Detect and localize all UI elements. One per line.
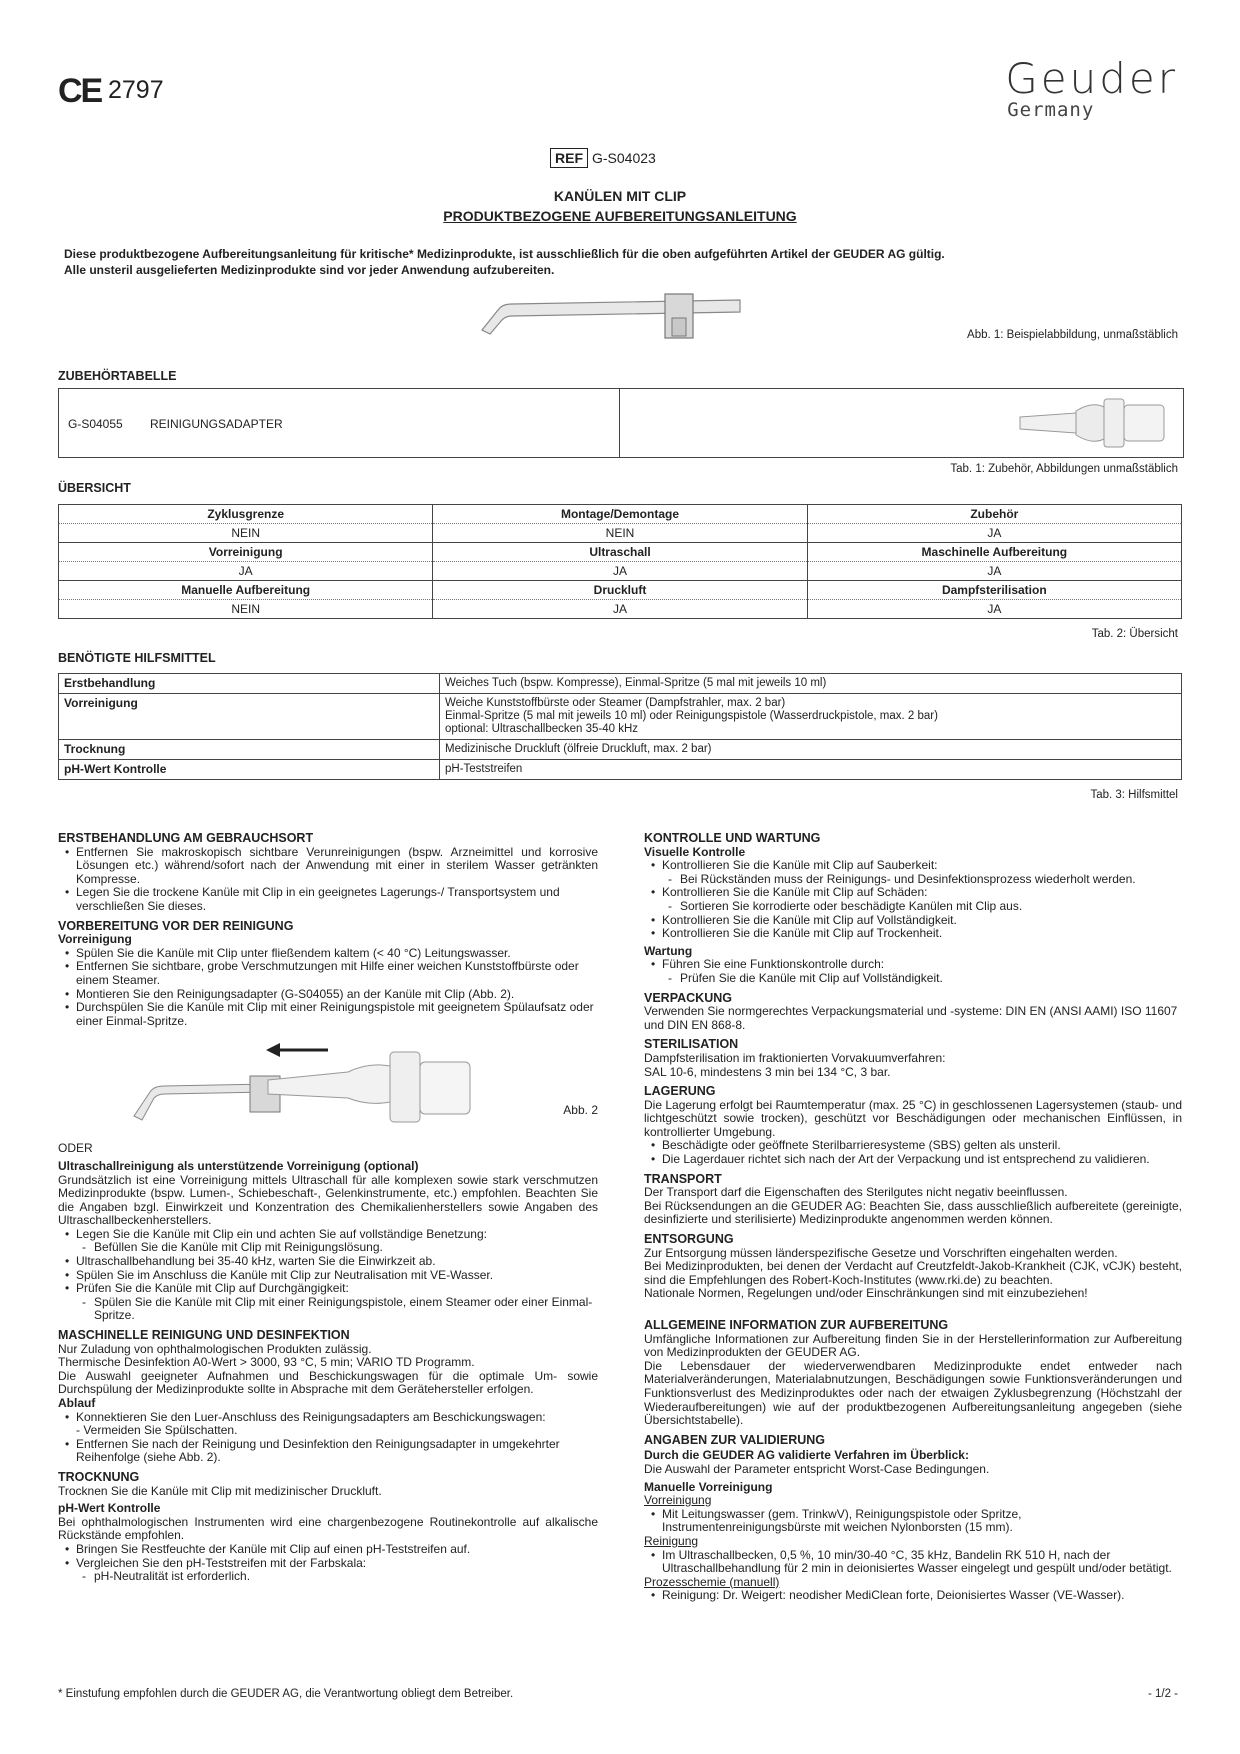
paragraph: Bei Rücksendungen an die GEUDER AG: Beachten Sie, dass ausschließlich aufbereitete (gereinigte, desinfizierte und sterilisierte) Medizinprodukte angenommen werden können.	[644, 1198, 1182, 1227]
aids-row	[59, 760, 1182, 780]
figure-1-caption: Abb. 1: Beispielabbildung, unmaßstäblich	[967, 329, 1178, 341]
cell-value: NEIN	[59, 600, 433, 619]
cell-value: JA	[59, 562, 433, 581]
bullet: • Kontrollieren Sie die Kanüle mit Clip auf Trockenheit.	[644, 927, 1182, 941]
cell-value: JA	[433, 562, 807, 581]
paragraph: Thermische Desinfektion A0-Wert > 3000, 93 °C, 5 min; VARIO TD Programm.	[58, 1355, 475, 1370]
section-heading: TROCKNUNG	[58, 1469, 140, 1484]
aids-key: Erstbehandlung	[59, 674, 440, 694]
aids-key: pH-Wert Kontrolle	[59, 760, 440, 780]
paragraph: Nationale Normen, Regelungen und/oder Einschränkungen sind mit einzubeziehen!	[644, 1286, 1088, 1301]
cell-value: JA	[807, 524, 1181, 543]
paragraph: Die Auswahl der Parameter entspricht Worst-Case Bedingungen.	[644, 1461, 990, 1476]
underlined-label: Vorreinigung	[644, 1493, 712, 1508]
intro-line-2: Alle unsteril ausgelieferten Medizinprodukte sind vor jeder Anwendung aufzubereiten.	[64, 263, 555, 277]
bullet: • Kontrollieren Sie die Kanüle mit Clip auf Schäden:	[644, 886, 1182, 900]
table-2-caption: Tab. 2: Übersicht	[1091, 628, 1178, 640]
subheading: Ablauf	[58, 1396, 96, 1410]
bullet: • Kontrollieren Sie die Kanüle mit Clip auf Vollständigkeit.	[644, 914, 1182, 928]
cell-label: Manuelle Aufbereitung	[59, 581, 433, 600]
bullet: • Prüfen Sie die Kanüle mit Clip auf Durchgängigkeit:	[58, 1282, 598, 1296]
bullet: • Die Lagerdauer richtet sich nach der Art der Verpackung und ist entsprechend zu validieren.	[644, 1153, 1182, 1167]
bullet: • Entfernen Sie nach der Reinigung und Desinfektion den Reinigungsadapter in umgekehrter Reihenfolge (siehe Abb. 2).	[58, 1438, 598, 1465]
aids-value: Weiches Tuch (bspw. Kompresse), Einmal-Spritze (5 mal mit jeweils 10 ml)	[440, 674, 1182, 694]
bullet: • Beschädigte oder geöffnete Sterilbarrieresysteme (SBS) gelten als unsteril.	[644, 1139, 1182, 1153]
dash-item: - Bei Rückständen muss der Reinigungs- und Desinfektionsprozess wiederholt werden.	[644, 873, 1182, 887]
footnote: * Einstufung empfohlen durch die GEUDER AG, die Verantwortung obliegt dem Betreiber.	[58, 1688, 514, 1700]
subheading: Wartung	[644, 943, 693, 958]
aids-row	[59, 674, 1182, 694]
cell-label: Zyklusgrenze	[59, 505, 433, 524]
aids-row	[59, 694, 1182, 740]
aids-row	[59, 740, 1182, 760]
section-heading: TRANSPORT	[644, 1171, 722, 1186]
oder-label: ODER	[58, 1141, 93, 1156]
bullet: • Spülen Sie im Anschluss die Kanüle mit Clip zur Neutralisation mit VE-Wasser.	[58, 1269, 598, 1283]
bullet: • Legen Sie die trockene Kanüle mit Clip in ein geeignetes Lagerungs-/ Transportsystem und verschließen Sie dieses.	[58, 886, 598, 913]
subheading: Ultraschallreinigung als unterstützende Vorreinigung (optional)	[58, 1158, 419, 1173]
arrow-head-icon	[266, 1043, 280, 1057]
paragraph: Bei Medizinprodukten, bei denen der Verdacht auf Creutzfeldt-Jakob-Krankheit (CJK, vCJK) besteht, sind die Empfehlungen des Robert-Koch-Institutes (www.rki.de) zu beachten.	[644, 1259, 1182, 1287]
bullet: • Entfernen Sie makroskopisch sichtbare Verunreinigungen (bspw. Arzneimittel und korrosive Lösungen etc.) während/sofort nach der Anwendung mit einer in sterilem Wasser getränkten Kompresse.	[58, 846, 598, 887]
paragraph: Grundsätzlich ist eine Vorreinigung mittels Ultraschall für alle komplexen sowie stark verschmutzen Medizinprodukte (bspw. Lumen-, Schiebeschaft-, Gelenkinstrumente, etc.) empfohlen. Beachten Sie die Angaben bzgl. Einwirkzeit und Konzentration des Chemikalienherstellers sowie Angaben des Ultraschallbeckenherstellers.	[58, 1172, 598, 1228]
overview-row-2-values	[59, 562, 1182, 581]
overview-row-3-values	[59, 600, 1182, 619]
ref-label: REF	[550, 148, 588, 168]
section-heading: ENTSORGUNG	[644, 1232, 734, 1247]
paragraph: Der Transport darf die Eigenschaften des Sterilgutes nicht negativ beeinflussen.	[644, 1185, 1068, 1200]
bullet: • Reinigung: Dr. Weigert: neodisher MediClean forte, Deionisiertes Wasser (VE-Wasser).	[644, 1589, 1182, 1603]
bullet: • Entfernen Sie sichtbare, grobe Verschmutzungen mit Hilfe einer weichen Kunststoffbürste oder einem Steamer.	[58, 960, 598, 987]
cell-label: Montage/Demontage	[433, 505, 807, 524]
subheading: Durch die GEUDER AG validierte Verfahren im Überblick:	[644, 1448, 969, 1463]
section-heading: KONTROLLE UND WARTUNG	[644, 831, 821, 845]
cell-label: Dampfsterilisation	[807, 581, 1181, 600]
brand-name: Geuder	[1005, 54, 1178, 103]
overview-row-3-labels	[59, 581, 1182, 600]
aids-value	[440, 694, 1182, 740]
ref-line	[550, 150, 656, 166]
bullet: • Durchspülen Sie die Kanüle mit Clip mit einer Reinigungspistole mit geeignetem Spülaufsatz oder einer Einmal-Spritze.	[58, 1001, 598, 1028]
paragraph: Umfängliche Informationen zur Aufbereitung finden Sie in der Herstellerinformation zur Aufbereitung von Medizinprodukten der GEUDER AG.	[644, 1331, 1182, 1360]
section-heading: VERPACKUNG	[644, 990, 732, 1005]
bullet: • Ultraschallbehandlung bei 35-40 kHz, warten Sie die Einwirkzeit ab.	[58, 1255, 598, 1269]
cell-value: JA	[807, 600, 1181, 619]
aids-heading: BENÖTIGTE HILFSMITTEL	[58, 651, 216, 665]
page-number: - 1/2 -	[1147, 1688, 1178, 1700]
cell-label: Vorreinigung	[59, 543, 433, 562]
paragraph: Verwenden Sie normgerechtes Verpackungsmaterial und -systeme: DIN EN (ANSI AAMI) ISO 11607 und DIN EN 868-8.	[644, 1004, 1178, 1032]
underlined-label: Reinigung	[644, 1533, 699, 1548]
cell-value: NEIN	[433, 524, 807, 543]
subheading: pH-Wert Kontrolle	[58, 1501, 161, 1516]
cannula-illustration	[470, 288, 760, 348]
subheading: Manuelle Vorreinigung	[644, 1479, 773, 1494]
paragraph: Nur Zuladung von ophthalmologischen Produkten zulässig.	[58, 1341, 372, 1356]
section-heading: VORBEREITUNG VOR DER REINIGUNG	[58, 918, 294, 933]
bullet: • Mit Leitungswasser (gem. TrinkwV), Reinigungspistole oder Spritze, Instrumentenreinigungsbürste mit weichen Nylonborsten (15 mm).	[644, 1508, 1182, 1535]
section-heading: ALLGEMEINE INFORMATION ZUR AUFBEREITUNG	[644, 1318, 949, 1332]
section-heading: MASCHINELLE REINIGUNG UND DESINFEKTION	[58, 1328, 350, 1343]
ref-code: G-S04023	[592, 150, 656, 166]
overview-heading: ÜBERSICHT	[58, 481, 131, 495]
bullet: • Konnektieren Sie den Luer-Anschluss des Reinigungsadapters am Beschickungswagen:	[58, 1411, 598, 1425]
cell-label: Ultraschall	[433, 543, 807, 562]
aids-table	[58, 673, 1182, 780]
section-heading: ANGABEN ZUR VALIDIERUNG	[644, 1432, 826, 1447]
underlined-label: Prozesschemie (manuell)	[644, 1574, 780, 1589]
accessories-divider	[619, 389, 620, 457]
section-heading: STERILISATION	[644, 1037, 739, 1052]
cell-value: JA	[433, 600, 807, 619]
brand-country: Germany	[1007, 99, 1095, 121]
dash-item: - Spülen Sie die Kanüle mit Clip mit einer Reinigungspistole, einem Steamer oder einer Einmal-Spritze.	[58, 1296, 598, 1323]
bullet: • Vergleichen Sie den pH-Teststreifen mit der Farbskala:	[58, 1557, 598, 1571]
cell-value: JA	[807, 562, 1181, 581]
overview-row-2-labels	[59, 543, 1182, 562]
aids-value-line: Weiche Kunststoffbürste oder Steamer (Dampfstrahler, max. 2 bar)	[445, 697, 786, 709]
dash-item: - Befüllen Sie die Kanüle mit Clip mit Reinigungslösung.	[58, 1241, 598, 1255]
aids-value: pH-Teststreifen	[440, 760, 1182, 780]
section-heading: ERSTBEHANDLUNG AM GEBRAUCHSORT	[58, 831, 314, 845]
paragraph: Trocknen Sie die Kanüle mit Clip mit medizinischer Druckluft.	[58, 1483, 382, 1498]
aids-value: Medizinische Druckluft (ölfreie Druckluft, max. 2 bar)	[440, 740, 1182, 760]
aids-key: Vorreinigung	[59, 694, 440, 740]
intro-text	[64, 246, 1184, 278]
figure-2-caption: Abb. 2	[563, 1103, 598, 1118]
accessory-name: REINIGUNGSADAPTER	[150, 417, 283, 431]
paragraph: Zur Entsorgung müssen länderspezifische Gesetze und Vorschriften eingehalten werden.	[644, 1245, 1118, 1260]
doc-title: KANÜLEN MIT CLIP	[553, 188, 687, 204]
geuder-logo	[1005, 54, 1178, 121]
overview-row-1-values	[59, 524, 1182, 543]
left-column	[58, 832, 598, 1584]
dash-item: - Sortieren Sie korrodierte oder beschädigte Kanülen mit Clip aus.	[644, 900, 1182, 914]
accessories-table	[58, 388, 1184, 458]
ce-mark: CE	[58, 72, 102, 110]
cell-label: Zubehör	[807, 505, 1181, 524]
aids-key: Trocknung	[59, 740, 440, 760]
aids-value-line: Einmal-Spritze (5 mal mit jeweils 10 ml) oder Reinigungspistole (Wasserdruckpistole, max. 2 bar)	[445, 710, 938, 722]
paragraph: Bei ophthalmologischen Instrumenten wird eine chargenbezogene Routinekontrolle auf alkalische Rückstände empfohlen.	[58, 1514, 598, 1543]
table-1-caption: Tab. 1: Zubehör, Abbildungen unmaßstäblich	[950, 463, 1178, 475]
accessories-heading: ZUBEHÖRTABELLE	[58, 369, 177, 383]
subheading: Visuelle Kontrolle	[644, 844, 746, 859]
bullet: • Kontrollieren Sie die Kanüle mit Clip auf Sauberkeit:	[644, 859, 1182, 873]
bullet: • Legen Sie die Kanüle mit Clip ein und achten Sie auf vollständige Benetzung:	[58, 1228, 598, 1242]
dash-item: - Prüfen Sie die Kanüle mit Clip auf Vollständigkeit.	[644, 972, 1182, 986]
dash-item: - Vermeiden Sie Spülschatten.	[76, 1423, 238, 1438]
paragraph: SAL 10-6, mindestens 3 min bei 134 °C, 3 bar.	[644, 1064, 891, 1079]
dash-item: - pH-Neutralität ist erforderlich.	[58, 1570, 598, 1584]
overview-table	[58, 504, 1182, 619]
doc-subtitle: PRODUKTBEZOGENE AUFBEREITUNGSANLEITUNG	[443, 208, 797, 224]
overview-row-1-labels	[59, 505, 1182, 524]
bullet: • Bringen Sie Restfeuchte der Kanüle mit Clip auf einen pH-Teststreifen auf.	[58, 1543, 598, 1557]
paragraph: Die Lagerung erfolgt bei Raumtemperatur (max. 25 °C) in geschlossenen Lagersystemen (staub- und lichtgeschützt sowie trocken), geschützt vor Beschädigungen oder mechanischen Einflüssen, in kontrollierter Umgebung.	[644, 1097, 1182, 1139]
right-column	[644, 832, 1182, 1603]
paragraph: Die Auswahl geeigneter Aufnahmen und Beschickungswagen für die optimale Um- sowie Durchspülung der Medizinprodukte sollte in Absprache mit dem Gerätehersteller erfolgen.	[58, 1368, 598, 1397]
cleaning-adapter-illustration	[1014, 393, 1182, 453]
figure-2	[58, 1028, 598, 1142]
paragraph: Dampfsterilisation im fraktionierten Vorvakuumverfahren:	[644, 1050, 946, 1065]
bullet: • Im Ultraschallbecken, 0,5 %, 10 min/30-40 °C, 35 kHz, Bandelin RK 510 H, nach der Ultraschallbehandlung für 2 min in deionisiertes Wasser eingelegt und gespült und/oder betätigt.	[644, 1549, 1182, 1576]
bullet: • Spülen Sie die Kanüle mit Clip unter fließendem kaltem (< 40 °C) Leitungswasser.	[58, 947, 598, 961]
cannula-with-adapter-illustration	[128, 1032, 578, 1132]
section-heading: LAGERUNG	[644, 1084, 716, 1099]
table-3-caption: Tab. 3: Hilfsmittel	[1090, 789, 1178, 801]
cell-value: NEIN	[59, 524, 433, 543]
subheading: Vorreinigung	[58, 932, 132, 947]
cell-label: Maschinelle Aufbereitung	[807, 543, 1181, 562]
paragraph: Die Lebensdauer der wiederverwendbaren Medizinprodukte endet entweder nach Materialveränderungen, Materialabnutzungen, Beschädigungen sowie Funktionsveränderungen und Funktionsverlust des Medizinproduktes oder nach der etwaigen Zyklusbegrenzung (Höchstzahl der Wiederaufbereitungen) wie auf der produktbezogenen Aufbereitungsanleitung angegeben (siehe Übersichtstabelle).	[644, 1358, 1182, 1428]
cell-label: Druckluft	[433, 581, 807, 600]
bullet: • Montieren Sie den Reinigungsadapter (G-S04055) an der Kanüle mit Clip (Abb. 2).	[58, 988, 598, 1002]
bullet: • Führen Sie eine Funktionskontrolle durch:	[644, 958, 1182, 972]
accessory-code: G-S04055	[68, 417, 123, 431]
aids-value-line: optional: Ultraschallbecken 35-40 kHz	[445, 723, 639, 735]
notified-body-number: 2797	[108, 76, 164, 104]
intro-line-1: Diese produktbezogene Aufbereitungsanleitung für kritische* Medizinprodukte, ist ausschließlich für die oben aufgeführten Artikel der GEUDER AG gültig.	[64, 247, 945, 261]
